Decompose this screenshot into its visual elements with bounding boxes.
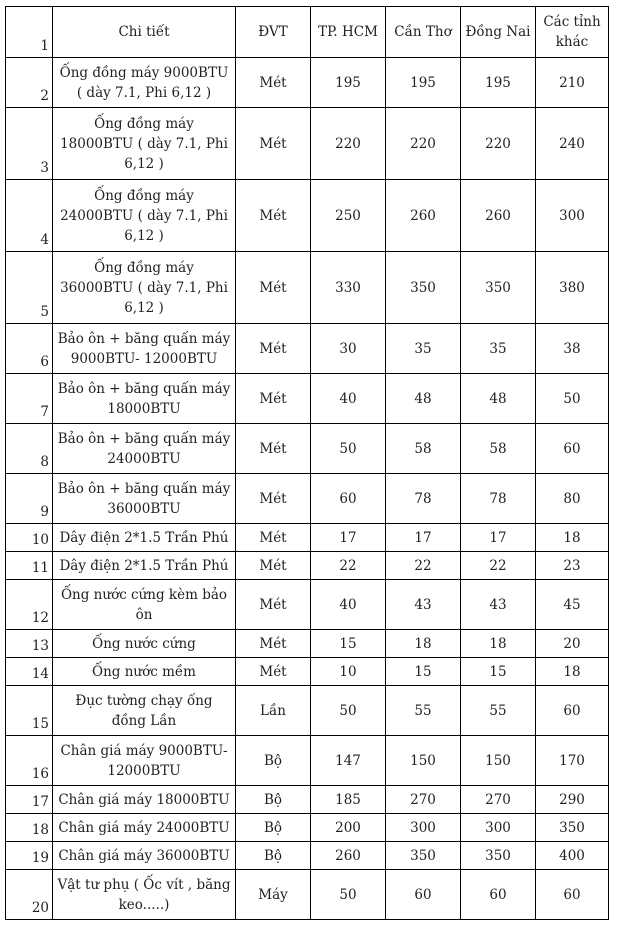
row-price-other: 170: [536, 736, 609, 786]
row-price-hcm: 250: [311, 180, 386, 252]
row-index: 15: [6, 686, 53, 736]
table-row: [6, 786, 609, 814]
row-unit: Mét: [236, 424, 311, 474]
row-detail: Bảo ôn + băng quấn máy 9000BTU- 12000BTU: [53, 324, 236, 374]
table-row: [6, 686, 609, 736]
row-detail: Bảo ôn + băng quấn máy 18000BTU: [53, 374, 236, 424]
row-price-cantho: 17: [386, 524, 461, 552]
row-price-cantho: 58: [386, 424, 461, 474]
row-price-hcm: 50: [311, 424, 386, 474]
row-index: 19: [6, 842, 53, 870]
row-price-other: 20: [536, 630, 609, 658]
row-detail: Chân giá máy 36000BTU: [53, 842, 236, 870]
row-unit: Bộ: [236, 736, 311, 786]
row-detail: Ống đồng máy 9000BTU ( dày 7.1, Phi 6,12 ): [53, 58, 236, 108]
row-price-dongnai: 195: [461, 58, 536, 108]
header-other: Các tỉnh khác: [536, 7, 609, 58]
table-row: [6, 658, 609, 686]
row-price-cantho: 270: [386, 786, 461, 814]
row-unit: Mét: [236, 630, 311, 658]
row-price-other: 240: [536, 108, 609, 180]
table-row: [6, 524, 609, 552]
row-index: 14: [6, 658, 53, 686]
row-price-cantho: 350: [386, 842, 461, 870]
row-price-other: 18: [536, 524, 609, 552]
row-price-dongnai: 43: [461, 580, 536, 630]
row-price-cantho: 18: [386, 630, 461, 658]
row-price-dongnai: 300: [461, 814, 536, 842]
row-price-hcm: 10: [311, 658, 386, 686]
row-detail: Đục tường chạy ống đồng Lần: [53, 686, 236, 736]
header-detail: Chi tiết: [53, 7, 236, 58]
row-price-dongnai: 15: [461, 658, 536, 686]
row-price-cantho: 48: [386, 374, 461, 424]
row-price-hcm: 40: [311, 374, 386, 424]
row-price-other: 290: [536, 786, 609, 814]
row-price-cantho: 22: [386, 552, 461, 580]
row-price-dongnai: 350: [461, 842, 536, 870]
table-row: [6, 180, 609, 252]
header-cantho: Cần Thơ: [386, 7, 461, 58]
row-price-dongnai: 150: [461, 736, 536, 786]
row-index: 2: [6, 58, 53, 108]
row-index: 6: [6, 324, 53, 374]
row-price-other: 60: [536, 424, 609, 474]
row-price-other: 380: [536, 252, 609, 324]
table-row: [6, 374, 609, 424]
row-price-hcm: 22: [311, 552, 386, 580]
row-unit: Mét: [236, 108, 311, 180]
row-index: 3: [6, 108, 53, 180]
row-price-hcm: 15: [311, 630, 386, 658]
row-index: 20: [6, 870, 53, 920]
row-index: 17: [6, 786, 53, 814]
row-price-dongnai: 58: [461, 424, 536, 474]
row-unit: Mét: [236, 580, 311, 630]
row-price-dongnai: 35: [461, 324, 536, 374]
row-index: 13: [6, 630, 53, 658]
table-row: [6, 324, 609, 374]
row-price-hcm: 260: [311, 842, 386, 870]
row-price-other: 50: [536, 374, 609, 424]
row-detail: Ống nước mềm: [53, 658, 236, 686]
row-price-other: 23: [536, 552, 609, 580]
row-price-hcm: 220: [311, 108, 386, 180]
table-row: [6, 630, 609, 658]
row-price-other: 45: [536, 580, 609, 630]
row-price-hcm: 17: [311, 524, 386, 552]
row-price-dongnai: 350: [461, 252, 536, 324]
row-detail: Chân giá máy 9000BTU- 12000BTU: [53, 736, 236, 786]
row-unit: Mét: [236, 180, 311, 252]
row-price-cantho: 43: [386, 580, 461, 630]
row-price-dongnai: 18: [461, 630, 536, 658]
row-price-dongnai: 48: [461, 374, 536, 424]
row-price-other: 350: [536, 814, 609, 842]
row-price-hcm: 185: [311, 786, 386, 814]
row-price-cantho: 55: [386, 686, 461, 736]
row-index: 10: [6, 524, 53, 552]
row-unit: Mét: [236, 252, 311, 324]
row-price-cantho: 78: [386, 474, 461, 524]
header-unit: ĐVT: [236, 7, 311, 58]
row-detail: Ống nước cứng: [53, 630, 236, 658]
row-price-dongnai: 17: [461, 524, 536, 552]
row-index: 9: [6, 474, 53, 524]
row-price-other: 400: [536, 842, 609, 870]
row-price-other: 300: [536, 180, 609, 252]
row-price-hcm: 330: [311, 252, 386, 324]
row-price-hcm: 40: [311, 580, 386, 630]
table-row: [6, 842, 609, 870]
row-index: 12: [6, 580, 53, 630]
table-row: [6, 870, 609, 920]
row-unit: Mét: [236, 374, 311, 424]
row-detail: Chân giá máy 24000BTU: [53, 814, 236, 842]
row-price-cantho: 15: [386, 658, 461, 686]
row-unit: Mét: [236, 552, 311, 580]
row-price-dongnai: 22: [461, 552, 536, 580]
row-unit: Mét: [236, 524, 311, 552]
row-unit: Bộ: [236, 842, 311, 870]
table-row: [6, 252, 609, 324]
row-price-cantho: 195: [386, 58, 461, 108]
row-price-cantho: 60: [386, 870, 461, 920]
row-price-dongnai: 60: [461, 870, 536, 920]
row-price-dongnai: 220: [461, 108, 536, 180]
row-price-other: 210: [536, 58, 609, 108]
row-price-cantho: 35: [386, 324, 461, 374]
row-detail: Vật tư phụ ( Ốc vít , băng keo.....): [53, 870, 236, 920]
table-row: [6, 424, 609, 474]
row-index: 16: [6, 736, 53, 786]
row-index: 11: [6, 552, 53, 580]
row-unit: Máy: [236, 870, 311, 920]
row-unit: Bộ: [236, 786, 311, 814]
header-row: [6, 7, 609, 58]
row-detail: Ống đồng máy 36000BTU ( dày 7.1, Phi 6,12 ): [53, 252, 236, 324]
table-row: [6, 580, 609, 630]
row-price-hcm: 147: [311, 736, 386, 786]
header-dongnai: Đồng Nai: [461, 7, 536, 58]
table-row: [6, 108, 609, 180]
table-row: [6, 58, 609, 108]
row-price-hcm: 60: [311, 474, 386, 524]
row-detail: Chân giá máy 18000BTU: [53, 786, 236, 814]
row-price-other: 80: [536, 474, 609, 524]
row-price-cantho: 260: [386, 180, 461, 252]
row-unit: Lần: [236, 686, 311, 736]
row-index: 8: [6, 424, 53, 474]
row-price-hcm: 50: [311, 870, 386, 920]
row-price-cantho: 150: [386, 736, 461, 786]
row-unit: Bộ: [236, 814, 311, 842]
row-price-dongnai: 78: [461, 474, 536, 524]
row-detail: Dây điện 2*1.5 Trần Phú: [53, 552, 236, 580]
table-row: [6, 552, 609, 580]
header-hcm: TP. HCM: [311, 7, 386, 58]
row-price-hcm: 200: [311, 814, 386, 842]
row-unit: Mét: [236, 58, 311, 108]
row-price-cantho: 300: [386, 814, 461, 842]
row-price-cantho: 220: [386, 108, 461, 180]
row-detail: Ống nước cứng kèm bảo ôn: [53, 580, 236, 630]
row-price-other: 60: [536, 870, 609, 920]
row-price-dongnai: 55: [461, 686, 536, 736]
row-detail: Ống đồng máy 24000BTU ( dày 7.1, Phi 6,12 ): [53, 180, 236, 252]
row-detail: Ống đồng máy 18000BTU ( dày 7.1, Phi 6,12 ): [53, 108, 236, 180]
row-detail: Dây điện 2*1.5 Trần Phú: [53, 524, 236, 552]
price-table: [5, 6, 609, 920]
row-index: 5: [6, 252, 53, 324]
row-index: 18: [6, 814, 53, 842]
row-index: 4: [6, 180, 53, 252]
row-unit: Mét: [236, 474, 311, 524]
row-price-hcm: 50: [311, 686, 386, 736]
row-unit: Mét: [236, 658, 311, 686]
table-row: [6, 736, 609, 786]
row-price-cantho: 350: [386, 252, 461, 324]
row-unit: Mét: [236, 324, 311, 374]
row-price-dongnai: 270: [461, 786, 536, 814]
row-detail: Bảo ôn + băng quấn máy 36000BTU: [53, 474, 236, 524]
header-index: 1: [6, 7, 53, 58]
row-detail: Bảo ôn + băng quấn máy 24000BTU: [53, 424, 236, 474]
row-price-other: 60: [536, 686, 609, 736]
row-price-hcm: 30: [311, 324, 386, 374]
row-price-hcm: 195: [311, 58, 386, 108]
table-row: [6, 474, 609, 524]
row-price-other: 38: [536, 324, 609, 374]
row-price-other: 18: [536, 658, 609, 686]
row-price-dongnai: 260: [461, 180, 536, 252]
table-row: [6, 814, 609, 842]
row-index: 7: [6, 374, 53, 424]
table-body: [6, 7, 609, 920]
